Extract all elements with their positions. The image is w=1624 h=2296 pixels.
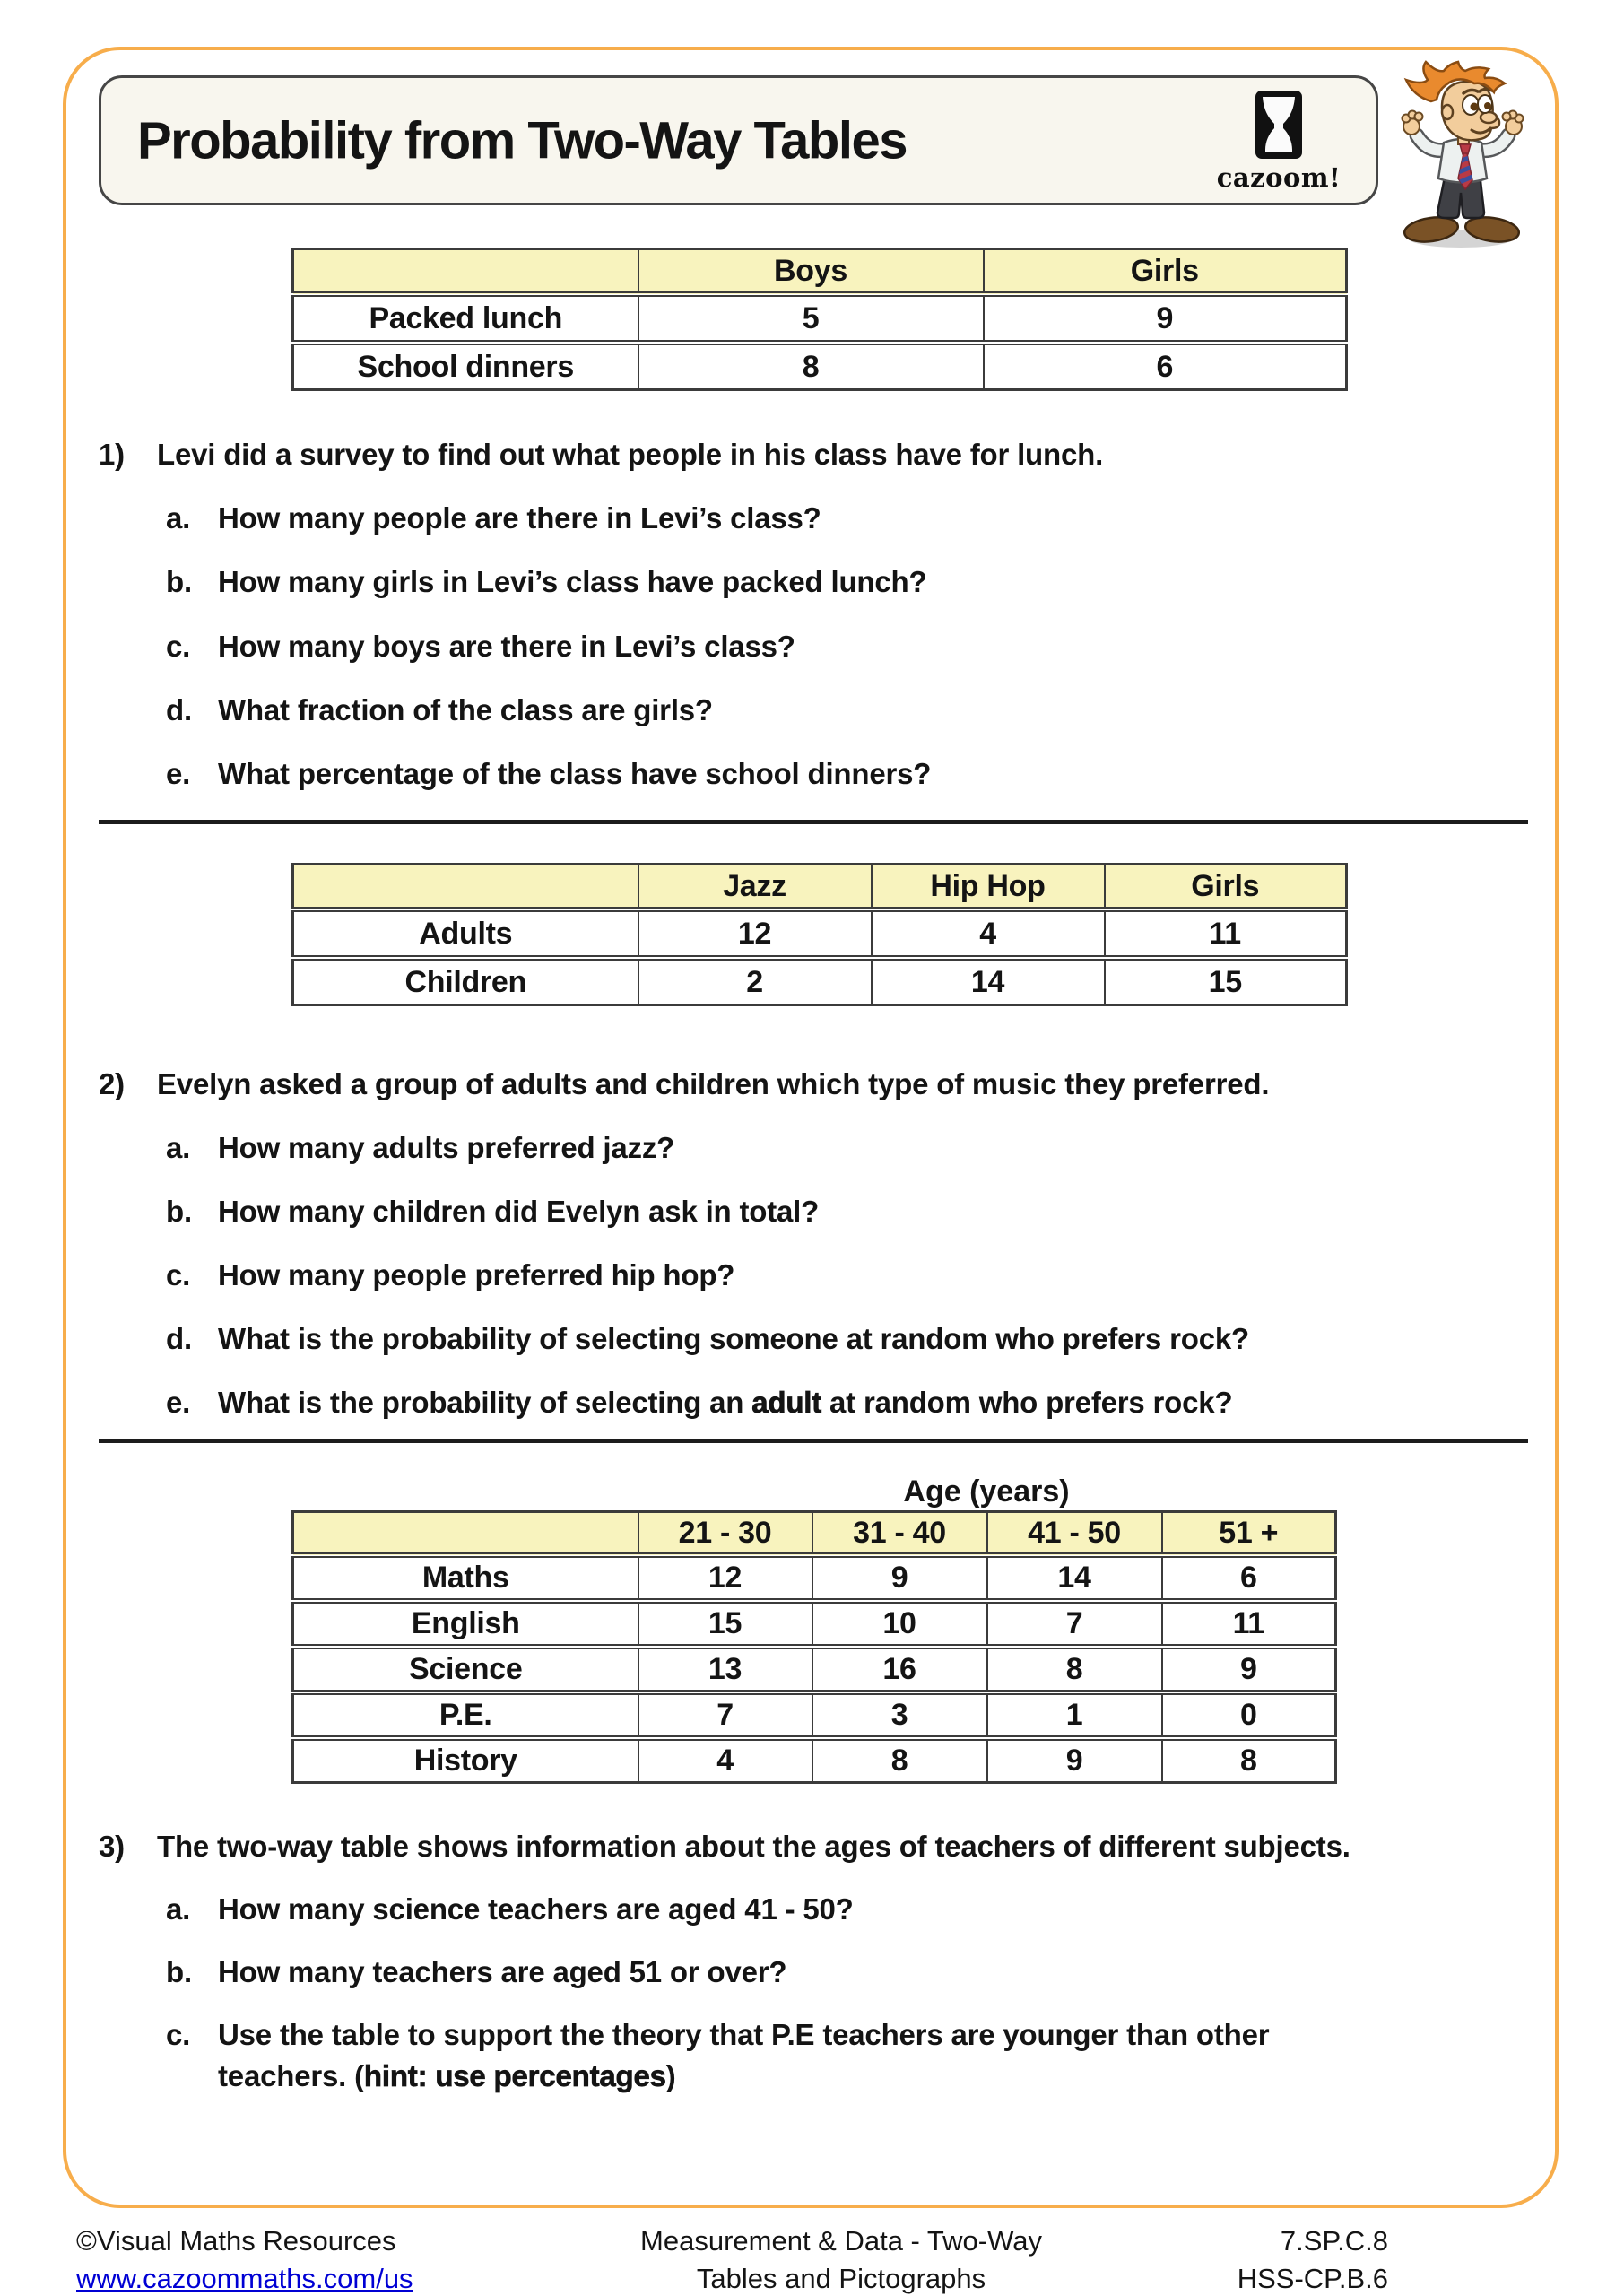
row-label-cell: English (293, 1601, 638, 1647)
part-letter: a. (166, 1892, 191, 1926)
table-cell: 7 (638, 1692, 812, 1738)
part-letter: c. (166, 2018, 191, 2051)
part-text: How many boys are there in Levi’s class? (218, 630, 795, 663)
question-number: 1) (99, 438, 125, 471)
table-row (293, 1692, 1336, 1738)
question-1a (166, 501, 821, 535)
question-3b (166, 1955, 786, 1989)
table-header-row (293, 1512, 1336, 1556)
table-row (293, 1647, 1336, 1692)
table-row (293, 1601, 1336, 1647)
question-3a (166, 1892, 854, 1926)
part-text: Use the table to support the theory that P.E teachers are younger than other (218, 2018, 1270, 2051)
part-text: How many people are there in Levi’s class? (218, 501, 821, 535)
table-cell: 9 (987, 1738, 1162, 1783)
table-header-cell (293, 865, 638, 910)
table-header-cell (293, 1512, 638, 1556)
table-cell: 13 (638, 1647, 812, 1692)
table-cell: 16 (812, 1647, 987, 1692)
part-text: What is the probability of selecting someone at random who prefers rock? (218, 1322, 1249, 1355)
section-divider-1 (99, 820, 1528, 824)
section-divider-2 (99, 1439, 1528, 1443)
table-cell: 9 (812, 1555, 987, 1601)
bold-hint: hint: use percentages (363, 2059, 666, 2092)
cazoom-logo-text: cazoom! (1216, 162, 1342, 193)
standard-code-1: 7.SP.C.8 (1280, 2225, 1388, 2257)
part-letter: d. (166, 1322, 192, 1355)
question-2 (99, 1067, 1269, 1101)
table-cell: 6 (1162, 1555, 1336, 1601)
part-letter: b. (166, 1955, 192, 1988)
teacher-age-table (291, 1510, 1337, 1784)
table-header-cell: Hip Hop (872, 865, 1105, 910)
part-text: How many teachers are aged 51 or over? (218, 1955, 787, 1988)
part-text: How many people preferred hip hop? (218, 1258, 735, 1292)
part-text: How many science teachers are aged 41 - 50? (218, 1892, 854, 1926)
topic-line-2: Tables and Pictographs (696, 2263, 986, 2294)
table-cell: 1 (987, 1692, 1162, 1738)
website-link[interactable]: www.cazoommaths.com/us (76, 2263, 413, 2294)
cazoom-logo (1207, 89, 1350, 193)
part-letter: a. (166, 501, 191, 535)
table-cell: 11 (1105, 909, 1347, 958)
table-cell: 8 (1162, 1738, 1336, 1783)
question-2e (166, 1386, 1232, 1420)
table-cell: 9 (984, 294, 1347, 343)
table-cell: 8 (987, 1647, 1162, 1692)
title-box (99, 75, 1378, 205)
table3-caption: Age (years) (903, 1474, 1070, 1509)
drum-icon (1255, 89, 1303, 161)
part-text: How many children did Evelyn ask in total? (218, 1195, 820, 1228)
question-2c (166, 1258, 734, 1292)
music-table (291, 863, 1348, 1006)
table-cell: 8 (812, 1738, 987, 1783)
question-1e (166, 757, 931, 791)
table-header-row (293, 865, 1347, 910)
part-letter: e. (166, 757, 191, 790)
lunch-table (291, 248, 1348, 391)
table-cell: 6 (984, 343, 1347, 390)
table-row (293, 343, 1347, 390)
row-label-cell: School dinners (293, 343, 638, 390)
table-cell: 3 (812, 1692, 987, 1738)
table-cell: 0 (1162, 1692, 1336, 1738)
row-label-cell: Science (293, 1647, 638, 1692)
question-text: Levi did a survey to find out what people in his class have for lunch. (157, 438, 1104, 471)
part-letter: c. (166, 1258, 191, 1292)
question-2b (166, 1195, 819, 1229)
table-cell: 5 (638, 294, 984, 343)
copyright-text: ©Visual Maths Resources (76, 2225, 396, 2257)
table-row (293, 958, 1347, 1005)
footer-left (76, 2222, 413, 2296)
page-title: Probability from Two-Way Tables (137, 111, 907, 170)
table-row (293, 909, 1347, 958)
row-label-cell: Packed lunch (293, 294, 638, 343)
row-label-cell: Maths (293, 1555, 638, 1601)
question-1 (99, 438, 1103, 472)
row-label-cell: Adults (293, 909, 638, 958)
table-cell: 2 (638, 958, 872, 1005)
table-header-cell: 21 - 30 (638, 1512, 812, 1556)
table-cell: 14 (872, 958, 1105, 1005)
part-letter: d. (166, 693, 192, 726)
part-letter: a. (166, 1131, 191, 1164)
table-row (293, 1738, 1336, 1783)
part-letter: b. (166, 565, 192, 598)
table-cell: 7 (987, 1601, 1162, 1647)
part-letter: b. (166, 1195, 192, 1228)
question-3 (99, 1830, 1350, 1864)
part-text: How many adults preferred jazz? (218, 1131, 675, 1164)
table-cell: 11 (1162, 1601, 1336, 1647)
part-text: What fraction of the class are girls? (218, 693, 713, 726)
table-cell: 12 (638, 909, 872, 958)
table-header-cell: Girls (984, 249, 1347, 295)
table-header-row (293, 249, 1347, 295)
table-header-cell: Boys (638, 249, 984, 295)
table-cell: 4 (872, 909, 1105, 958)
table-cell: 8 (638, 343, 984, 390)
topic-line-1: Measurement & Data - Two-Way (640, 2225, 1042, 2257)
table-row (293, 1555, 1336, 1601)
mascot-character (1395, 59, 1530, 251)
question-3c-line2: teachers. (hint: use percentages) (218, 2059, 676, 2092)
question-text: Evelyn asked a group of adults and children which type of music they preferred. (157, 1067, 1270, 1100)
table-cell: 12 (638, 1555, 812, 1601)
table-cell: 9 (1162, 1647, 1336, 1692)
part-letter: e. (166, 1386, 191, 1419)
table-cell: 10 (812, 1601, 987, 1647)
footer-right (1238, 2222, 1388, 2296)
question-number: 3) (99, 1830, 125, 1863)
table-header-cell: Girls (1105, 865, 1347, 910)
row-label-cell: P.E. (293, 1692, 638, 1738)
table-header-cell: Jazz (638, 865, 872, 910)
table-header-cell: 51 + (1162, 1512, 1336, 1556)
part-letter: c. (166, 630, 191, 663)
table-cell: 14 (987, 1555, 1162, 1601)
table-row (293, 294, 1347, 343)
table-cell: 15 (1105, 958, 1347, 1005)
question-3c (166, 2018, 1269, 2052)
table-cell: 4 (638, 1738, 812, 1783)
question-1c (166, 630, 795, 664)
question-1d (166, 693, 713, 727)
part-text: What is the probability of selecting an adult at random who prefers rock? (218, 1386, 1233, 1419)
part-text: What percentage of the class have school dinners? (218, 757, 932, 790)
standard-code-2: HSS-CP.B.6 (1237, 2263, 1388, 2294)
row-label-cell: Children (293, 958, 638, 1005)
question-number: 2) (99, 1067, 125, 1100)
table-header-cell (293, 249, 638, 295)
bold-word: adult (751, 1386, 822, 1419)
question-2a (166, 1131, 674, 1165)
question-1b (166, 565, 926, 599)
table-header-cell: 31 - 40 (812, 1512, 987, 1556)
footer-center (438, 2222, 1245, 2296)
part-text: How many girls in Levi’s class have packed lunch? (218, 565, 927, 598)
question-2d (166, 1322, 1249, 1356)
table-header-cell: 41 - 50 (987, 1512, 1162, 1556)
row-label-cell: History (293, 1738, 638, 1783)
table-cell: 15 (638, 1601, 812, 1647)
question-text: The two-way table shows information about the ages of teachers of different subjects. (157, 1830, 1350, 1863)
